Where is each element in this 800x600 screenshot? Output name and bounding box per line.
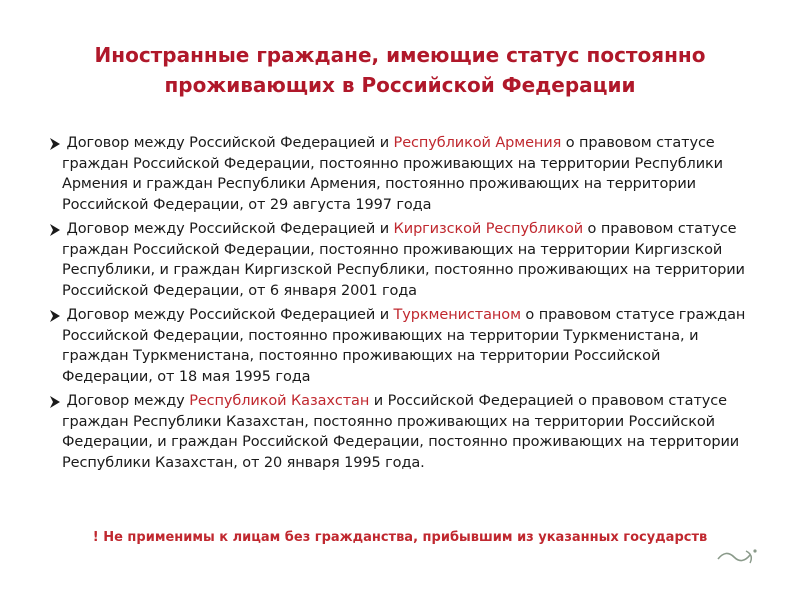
list-item-text (62, 133, 752, 215)
list-item-highlight: Киргизской Республикой (393, 221, 584, 237)
arrowhead-bullet-icon (50, 224, 60, 236)
list-item-post: о правовом статусе граждан Российской Федерации, постоянно проживающих на территории Республики Армения и граждан Республики Армения, постоянно проживающих на территории Российской Федерации, от 29 августа 1997 года (62, 135, 724, 213)
treaty-list (62, 133, 752, 477)
list-item-pre: Договор между (66, 393, 190, 409)
slide-title: Иностранные граждане, имеющие статус постоянно проживающих в Российской Федерации (94, 43, 706, 97)
decorative-swirl-icon (716, 545, 758, 569)
list-item-highlight: Республикой Армения (393, 135, 562, 151)
list-item-text (62, 219, 752, 301)
list-item-text (62, 391, 752, 473)
list-item-pre: Договор между Российской Федерацией и (66, 307, 394, 323)
list-item (62, 391, 752, 473)
list-item (62, 133, 752, 215)
list-item-highlight: Республикой Казахстан (189, 393, 370, 409)
list-item (62, 219, 752, 301)
list-item-highlight: Туркменистаном (393, 307, 521, 323)
footnote-warning: ! Не применимы к лицам без гражданства, прибывшим из указанных государств (92, 530, 708, 545)
arrowhead-bullet-icon (50, 138, 60, 150)
list-item-pre: Договор между Российской Федерацией и (66, 221, 394, 237)
list-item-text (62, 305, 752, 387)
list-item-post: о правовом статусе граждан Российской Федерации, постоянно проживающих на территории Туркменистана, и граждан Туркменистана, постоянно проживающих на территории Российской Федерации, от 18 мая 1995 года (62, 307, 746, 385)
list-item-post: о правовом статусе граждан Российской Федерации, постоянно проживающих на территории Киргизской Республики, и граждан Киргизской Республики, постоянно проживающих на территории Российской Федерации, от 6 января 2001 года (62, 221, 745, 299)
list-item-post: и Российской Федерацией о правовом статусе граждан Республики Казахстан, постоянно проживающих на территории Российской Федерации, и граждан Российской Федерации, постоянно проживающих на территории Республики Казахстан, от 20 января 1995 года. (62, 393, 740, 471)
arrowhead-bullet-icon (50, 396, 60, 408)
arrowhead-bullet-icon (50, 310, 60, 322)
list-item (62, 305, 752, 387)
list-item-pre: Договор между Российской Федерацией и (66, 135, 394, 151)
